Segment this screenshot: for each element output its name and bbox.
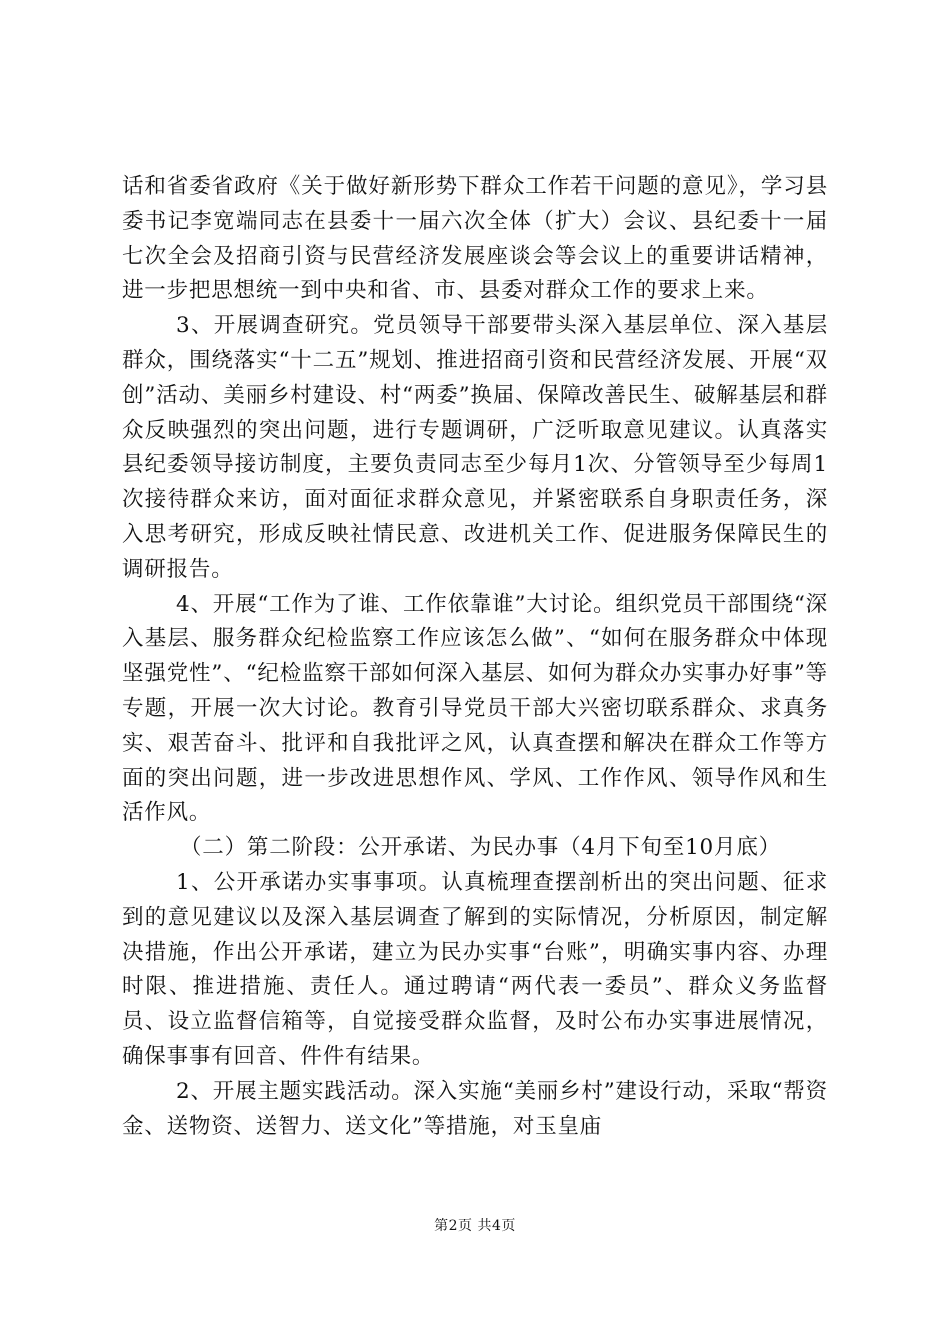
paragraph-item-4: 4、开展“工作为了谁、工作依靠谁”大讨论。组织党员干部围绕“深入基层、服务群众纪检监察工作应该怎么做”、“如何在服务群众中体现坚强党性”、“纪检监察干部如何深入基层、如何为群众办实事办好事”等专题，开展一次大讨论。教育引导党员干部大兴密切联系群众、求真务实、艰苦奋斗、批评和自我批评之风，认真查摆和解决在群众工作等方面的突出问题，进一步改进思想作风、学风、工作作风、领导作风和生活作风。 (122, 591, 828, 826)
paragraph-continuation: 话和省委省政府《关于做好新形势下群众工作若干问题的意见》，学习县委书记李宽端同志在县委十一届六次全体（扩大）会议、县纪委十一届七次全会及招商引资与民营经济发展座谈会等会议上的重要讲话精神，进一步把思想统一到中央和省、市、县委对群众工作的要求上来。 (122, 174, 828, 304)
page-number-footer: 第2页 共4页 (434, 1218, 516, 1234)
paragraph-item-1: 1、公开承诺办实事事项。认真梳理查摆剖析出的突出问题、征求到的意见建议以及深入基层调查了解到的实际情况，分析原因，制定解决措施，作出公开承诺，建立为民办实事“台账”，明确实事内容、办理时限、推进措施、责任人。通过聘请“两代表一委员”、群众义务监督员、设立监督信箱等，自觉接受群众监督，及时公布办实事进展情况，确保事事有回音、件件有结果。 (122, 869, 828, 1069)
section-heading-stage-two: （二）第二阶段：公开承诺、为民办事（4月下旬至10月底） (180, 835, 781, 861)
paragraph-item-3: 3、开展调查研究。党员领导干部要带头深入基层单位、深入基层群众，围绕落实“十二五”规划、推进招商引资和民营经济发展、开展“双创”活动、美丽乡村建设、村“两委”换届、保障改善民生、破解基层和群众反映强烈的突出问题，进行专题调研，广泛听取意见建议。认真落实县纪委领导接访制度，主要负责同志至少每月1次、分管领导至少每周1次接待群众来访，面对面征求群众意见，并紧密联系自身职责任务，深入思考研究，形成反映社情民意、改进机关工作、促进服务保障民生的调研报告。 (122, 313, 828, 582)
document-body (122, 170, 828, 1144)
paragraph-item-2: 2、开展主题实践活动。深入实施“美丽乡村”建设行动，采取“帮资金、送物资、送智力、送文化”等措施，对玉皇庙 (122, 1078, 828, 1139)
